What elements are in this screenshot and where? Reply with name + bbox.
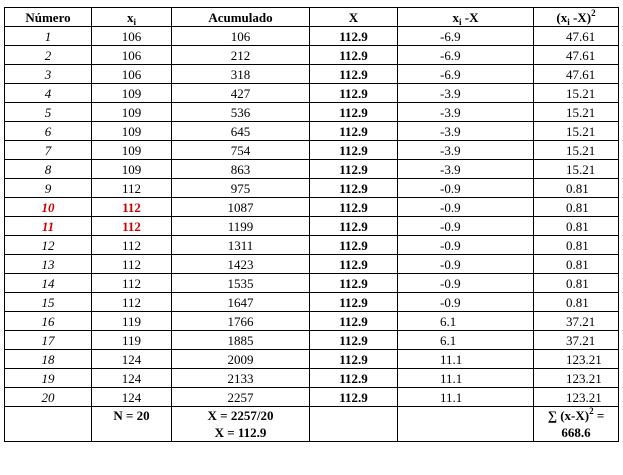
cell-deviation: -0.9 <box>398 198 534 217</box>
cell-deviation: -0.9 <box>398 217 534 236</box>
cell-acumulado: 1311 <box>172 236 310 255</box>
cell-acumulado: 427 <box>172 84 310 103</box>
cell-acumulado: 975 <box>172 179 310 198</box>
cell-xi: 112 <box>92 179 172 198</box>
table-row <box>5 46 619 65</box>
cell-mean: 112.9 <box>310 312 398 331</box>
cell-mean: 112.9 <box>310 84 398 103</box>
cell-acumulado: 536 <box>172 103 310 122</box>
cell-mean: 112.9 <box>310 141 398 160</box>
footer-sum-line2: 668.6 <box>561 425 591 440</box>
table-row <box>5 388 619 407</box>
statistics-table <box>4 7 619 442</box>
cell-mean: 112.9 <box>310 65 398 84</box>
footer-empty-1 <box>5 407 92 442</box>
header-dev-post: -X <box>461 9 479 25</box>
cell-squared-deviation: 37.21 <box>534 331 619 350</box>
cell-acumulado: 1647 <box>172 293 310 312</box>
cell-deviation: -0.9 <box>398 255 534 274</box>
cell-mean: 112.9 <box>310 293 398 312</box>
cell-squared-deviation: 15.21 <box>534 160 619 179</box>
cell-acumulado: 212 <box>172 46 310 65</box>
cell-xi: 119 <box>92 331 172 350</box>
cell-numero: 1 <box>5 27 92 46</box>
cell-mean: 112.9 <box>310 369 398 388</box>
cell-acumulado: 318 <box>172 65 310 84</box>
header-dev-pre: x <box>452 9 459 25</box>
cell-acumulado: 106 <box>172 27 310 46</box>
cell-xi: 112 <box>92 274 172 293</box>
footer-sum-sup: 2 <box>589 406 594 416</box>
cell-acumulado: 1199 <box>172 217 310 236</box>
cell-mean: 112.9 <box>310 103 398 122</box>
cell-xi: 109 <box>92 122 172 141</box>
cell-numero: 7 <box>5 141 92 160</box>
table-row <box>5 84 619 103</box>
header-xi-sub: i <box>133 16 136 27</box>
cell-squared-deviation: 47.61 <box>534 65 619 84</box>
footer-mean-line2: X = 112.9 <box>214 425 267 440</box>
cell-xi: 106 <box>92 46 172 65</box>
header-row <box>5 8 619 27</box>
cell-squared-deviation: 0.81 <box>534 293 619 312</box>
cell-numero: 11 <box>5 217 92 236</box>
cell-squared-deviation: 0.81 <box>534 255 619 274</box>
cell-deviation: 11.1 <box>398 369 534 388</box>
cell-xi: 124 <box>92 369 172 388</box>
cell-mean: 112.9 <box>310 27 398 46</box>
header-xi <box>92 8 172 27</box>
footer-empty-3 <box>398 407 534 442</box>
cell-xi: 112 <box>92 198 172 217</box>
cell-xi: 109 <box>92 141 172 160</box>
cell-deviation: -0.9 <box>398 293 534 312</box>
table-row <box>5 255 619 274</box>
cell-squared-deviation: 15.21 <box>534 122 619 141</box>
cell-squared-deviation: 15.21 <box>534 84 619 103</box>
cell-xi: 124 <box>92 350 172 369</box>
cell-acumulado: 2133 <box>172 369 310 388</box>
table-row <box>5 198 619 217</box>
footer-n-total: N = 20 <box>92 407 172 442</box>
cell-numero: 17 <box>5 331 92 350</box>
cell-squared-deviation: 0.81 <box>534 179 619 198</box>
table-row <box>5 179 619 198</box>
cell-xi: 109 <box>92 84 172 103</box>
cell-acumulado: 2257 <box>172 388 310 407</box>
cell-numero: 3 <box>5 65 92 84</box>
cell-mean: 112.9 <box>310 198 398 217</box>
header-squared-deviation <box>534 8 619 27</box>
footer-mean-calc <box>172 407 310 442</box>
cell-acumulado: 754 <box>172 141 310 160</box>
footer-sum-line1 <box>534 407 618 424</box>
footer-row <box>5 407 619 442</box>
cell-mean: 112.9 <box>310 160 398 179</box>
cell-numero: 16 <box>5 312 92 331</box>
cell-squared-deviation: 0.81 <box>534 274 619 293</box>
footer-empty-2 <box>310 407 398 442</box>
header-sq-sup: 2 <box>591 7 596 18</box>
cell-squared-deviation: 15.21 <box>534 103 619 122</box>
table-row <box>5 160 619 179</box>
cell-acumulado: 1766 <box>172 312 310 331</box>
cell-deviation: -6.9 <box>398 46 534 65</box>
header-dev-sub: i <box>459 16 462 27</box>
table-row <box>5 312 619 331</box>
header-sq-pre: (x <box>556 9 568 25</box>
cell-mean: 112.9 <box>310 46 398 65</box>
cell-acumulado: 1535 <box>172 274 310 293</box>
cell-squared-deviation: 0.81 <box>534 217 619 236</box>
header-sq-mid: -X) <box>569 9 592 25</box>
cell-deviation: 6.1 <box>398 312 534 331</box>
table-row <box>5 141 619 160</box>
cell-xi: 124 <box>92 388 172 407</box>
footer-sum-squares <box>534 407 619 442</box>
cell-xi: 109 <box>92 160 172 179</box>
table-row <box>5 293 619 312</box>
cell-numero: 13 <box>5 255 92 274</box>
cell-squared-deviation: 123.21 <box>534 350 619 369</box>
cell-deviation: 6.1 <box>398 331 534 350</box>
cell-xi: 106 <box>92 27 172 46</box>
table-row <box>5 103 619 122</box>
header-deviation <box>398 8 534 27</box>
cell-deviation: 11.1 <box>398 350 534 369</box>
cell-acumulado: 1885 <box>172 331 310 350</box>
header-mean: X <box>310 8 398 27</box>
cell-acumulado: 2009 <box>172 350 310 369</box>
cell-xi: 112 <box>92 293 172 312</box>
cell-squared-deviation: 0.81 <box>534 236 619 255</box>
cell-deviation: -0.9 <box>398 274 534 293</box>
table-row <box>5 236 619 255</box>
cell-numero: 4 <box>5 84 92 103</box>
cell-deviation: -0.9 <box>398 179 534 198</box>
cell-mean: 112.9 <box>310 255 398 274</box>
cell-squared-deviation: 47.61 <box>534 46 619 65</box>
cell-deviation: 11.1 <box>398 388 534 407</box>
cell-deviation: -0.9 <box>398 236 534 255</box>
cell-acumulado: 1423 <box>172 255 310 274</box>
footer-sum-label: ∑ (x-X) <box>547 408 590 423</box>
cell-xi: 106 <box>92 65 172 84</box>
table-body <box>5 27 619 407</box>
cell-acumulado: 1087 <box>172 198 310 217</box>
cell-mean: 112.9 <box>310 236 398 255</box>
cell-squared-deviation: 123.21 <box>534 388 619 407</box>
cell-acumulado: 863 <box>172 160 310 179</box>
header-acumulado: Acumulado <box>172 8 310 27</box>
cell-deviation: -3.9 <box>398 103 534 122</box>
cell-numero: 2 <box>5 46 92 65</box>
cell-xi: 112 <box>92 255 172 274</box>
cell-numero: 5 <box>5 103 92 122</box>
cell-deviation: -6.9 <box>398 65 534 84</box>
cell-xi: 119 <box>92 312 172 331</box>
cell-mean: 112.9 <box>310 179 398 198</box>
table-row <box>5 122 619 141</box>
cell-squared-deviation: 0.81 <box>534 198 619 217</box>
table-row <box>5 369 619 388</box>
cell-deviation: -3.9 <box>398 141 534 160</box>
cell-mean: 112.9 <box>310 388 398 407</box>
cell-numero: 20 <box>5 388 92 407</box>
cell-squared-deviation: 123.21 <box>534 369 619 388</box>
header-xi-base: x <box>126 9 134 25</box>
cell-mean: 112.9 <box>310 274 398 293</box>
cell-deviation: -3.9 <box>398 160 534 179</box>
cell-xi: 109 <box>92 103 172 122</box>
table-row <box>5 217 619 236</box>
cell-xi: 112 <box>92 217 172 236</box>
cell-xi: 112 <box>92 236 172 255</box>
cell-numero: 6 <box>5 122 92 141</box>
cell-mean: 112.9 <box>310 331 398 350</box>
cell-squared-deviation: 47.61 <box>534 27 619 46</box>
table-row <box>5 65 619 84</box>
footer-sum-eq: = <box>593 408 605 423</box>
table-row <box>5 331 619 350</box>
cell-numero: 18 <box>5 350 92 369</box>
header-sq-sub: i <box>567 16 570 27</box>
cell-squared-deviation: 37.21 <box>534 312 619 331</box>
cell-mean: 112.9 <box>310 122 398 141</box>
cell-deviation: -3.9 <box>398 84 534 103</box>
cell-squared-deviation: 15.21 <box>534 141 619 160</box>
table-row <box>5 27 619 46</box>
cell-deviation: -6.9 <box>398 27 534 46</box>
cell-numero: 19 <box>5 369 92 388</box>
cell-numero: 12 <box>5 236 92 255</box>
cell-numero: 8 <box>5 160 92 179</box>
cell-numero: 15 <box>5 293 92 312</box>
cell-deviation: -3.9 <box>398 122 534 141</box>
table-row <box>5 274 619 293</box>
footer-mean-line1: X = 2257/20 <box>207 408 274 423</box>
cell-numero: 10 <box>5 198 92 217</box>
cell-numero: 9 <box>5 179 92 198</box>
cell-mean: 112.9 <box>310 217 398 236</box>
header-numero: Número <box>5 8 92 27</box>
table-row <box>5 350 619 369</box>
cell-numero: 14 <box>5 274 92 293</box>
cell-mean: 112.9 <box>310 350 398 369</box>
cell-acumulado: 645 <box>172 122 310 141</box>
